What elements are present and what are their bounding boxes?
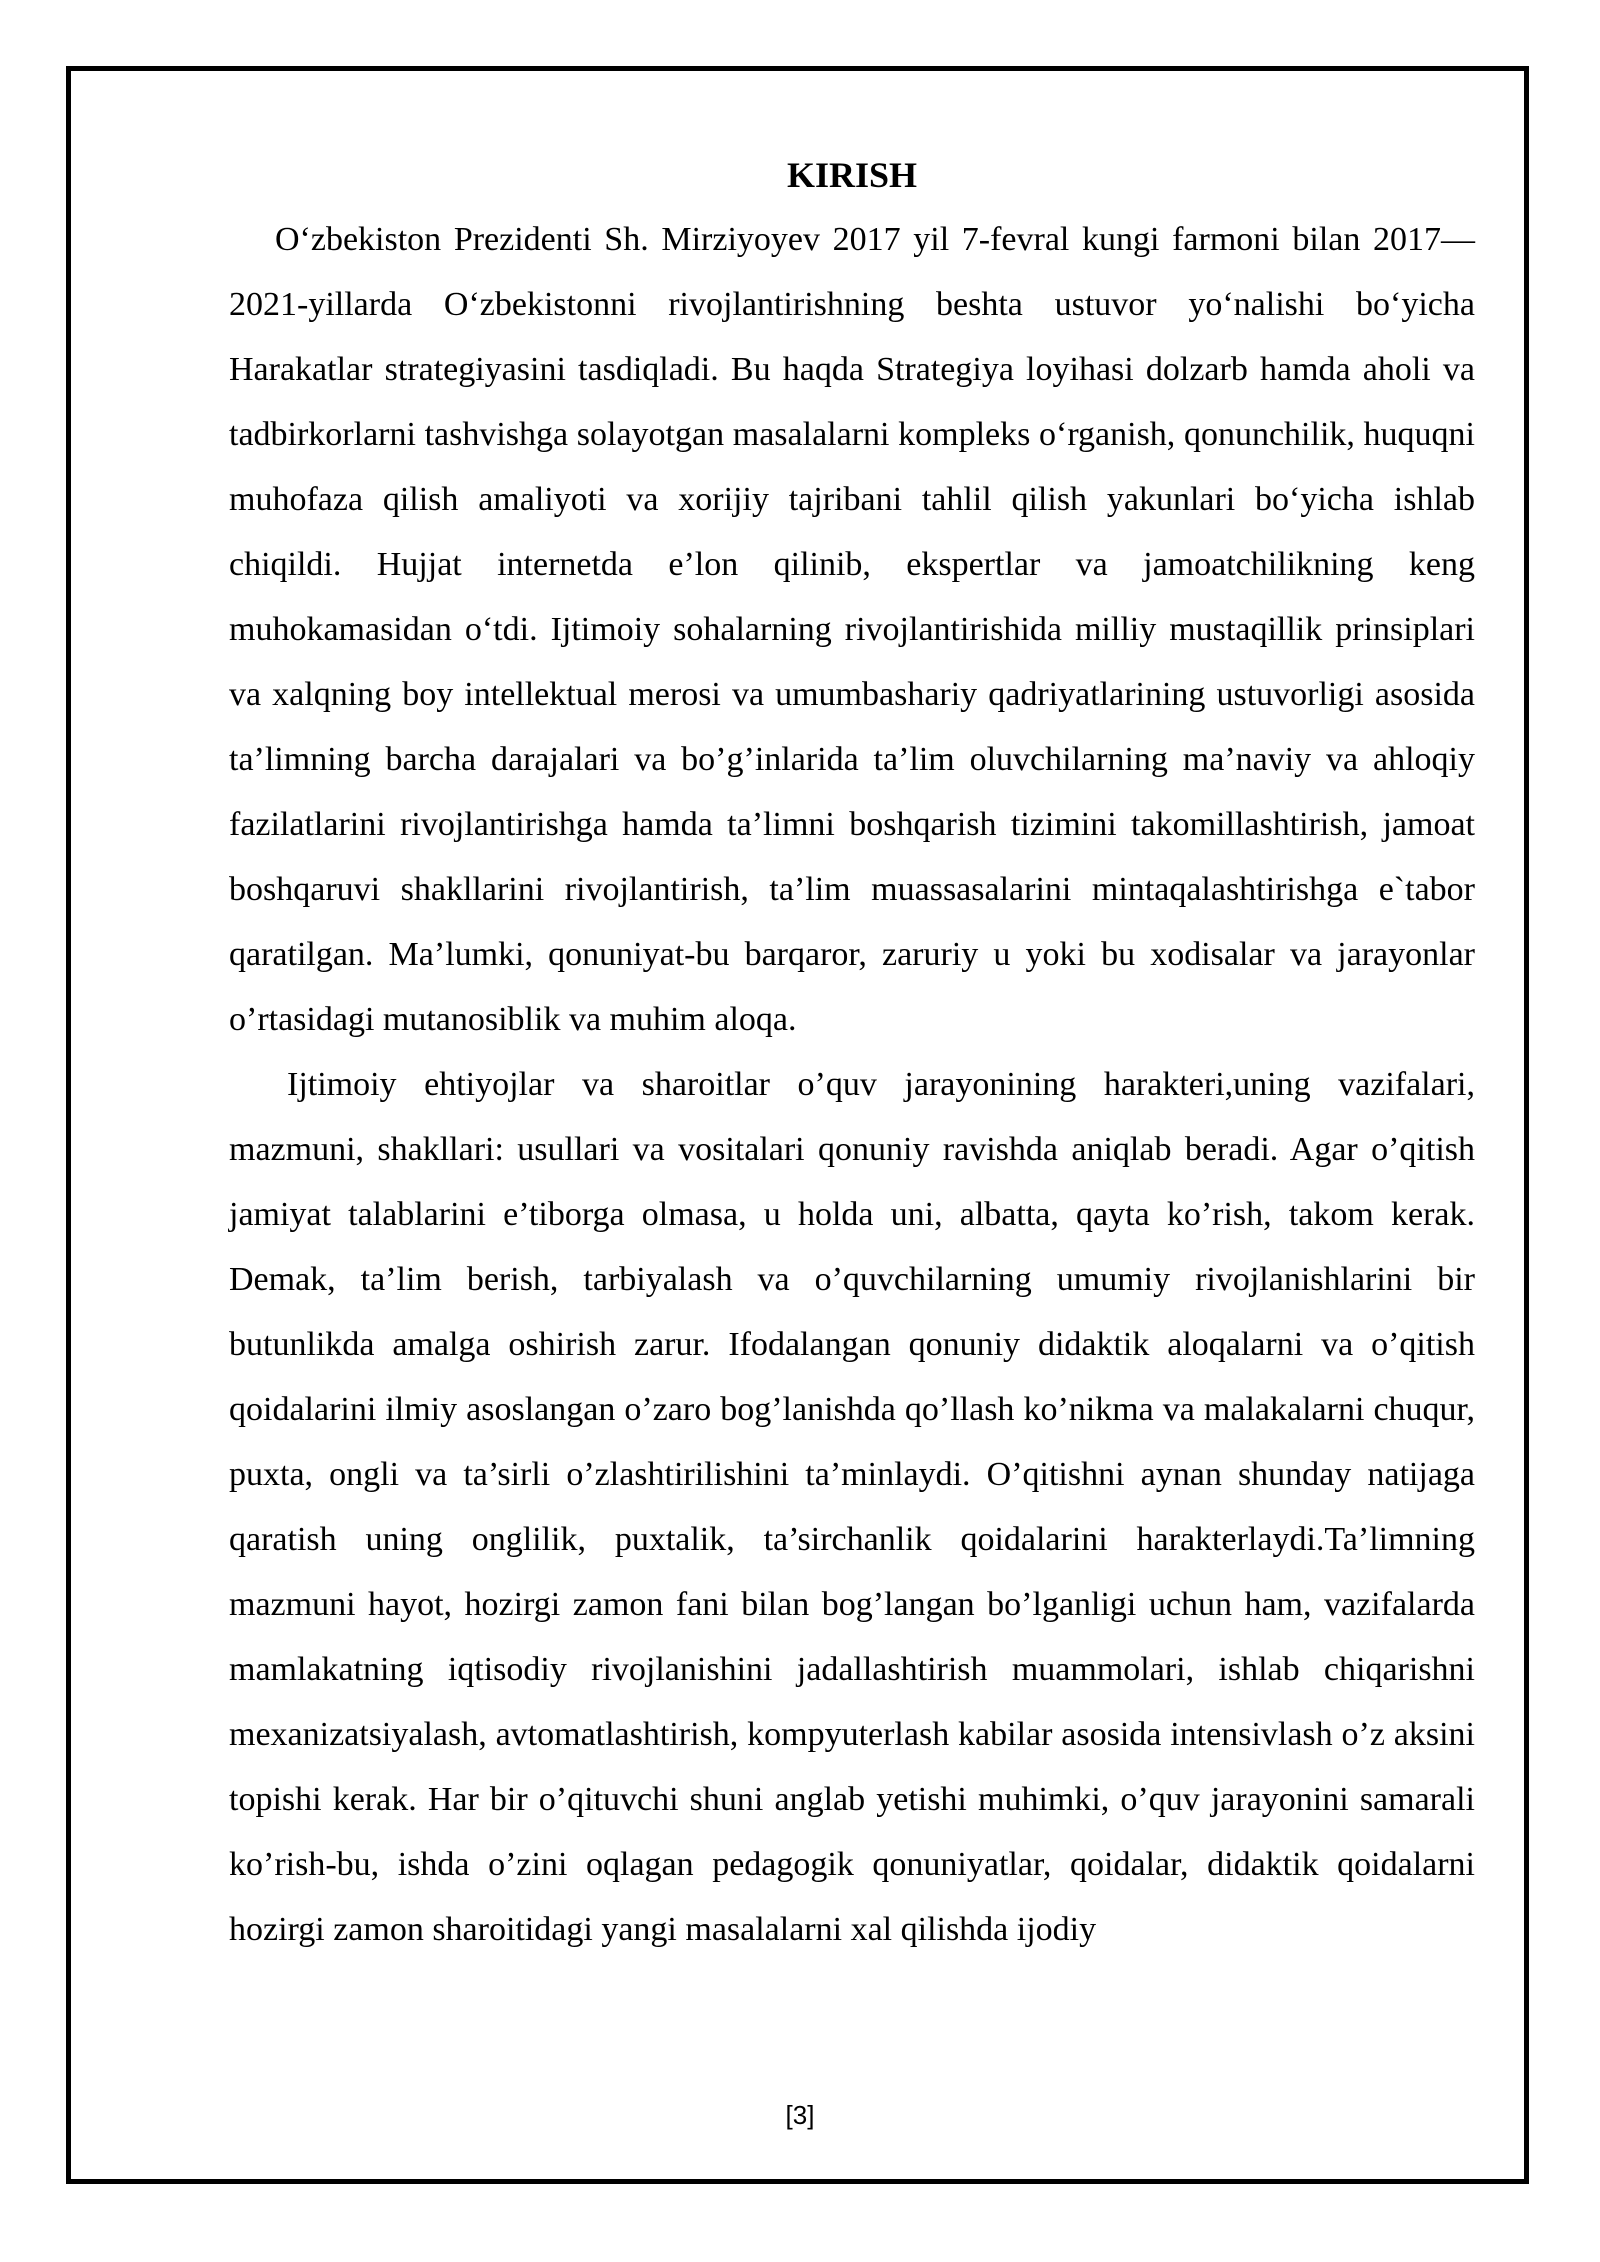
page-title: KIRISH <box>786 155 918 195</box>
paragraph-1: O‘zbekiston Prezidenti Sh. Mirziyoyev 2017 yil 7-fevral kungi farmoni bilan 2017—2021-yillarda O‘zbekistonni rivojlantirishning beshta ustuvor yo‘nalishi bo‘yicha Harakatlar strategiyasini tasdiqladi. Bu haqda Strategiya loyihasi dolzarb hamda aholi va tadbirkorlarni tashvishga solayotgan masalalarni kompleks o‘rganish, qonunchilik, huquqni muhofaza qilish amaliyoti va xorijiy tajribani tahlil qilish yakunlari bo‘yicha ishlab chiqildi. Hujjat internetda e’lon qilinib, ekspertlar va jamoatchilikning keng muhokamasidan o‘tdi. Ijtimoiy sohalarning rivojlantirishida milliy mustaqillik prinsiplari va xalqning boy intellektual merosi va umumbashariy qadriyatlarining ustuvorligi asosida ta’limning barcha darajalari va bo’g’inlarida ta’lim oluvchilarning ma’naviy va ahloqiy fazilatlarini rivojlantirishga hamda ta’limni boshqarish tizimini takomillashtirish, jamoat boshqaruvi shakllarini rivojlantirish, ta’lim muassasalarini mintaqalashtirishga e`tabor qaratilgan. Ma’lumki, qonuniyat-bu barqaror, zaruriy u yoki bu xodisalar va jarayonlar o’rtasidagi mutanosiblik va muhim aloqa. <box>229 221 1475 1038</box>
paragraph-2: Ijtimoiy ehtiyojlar va sharoitlar o’quv jarayonining harakteri,uning vazifalari, mazmuni, shakllari: usullari va vositalari qonuniy ravishda aniqlab beradi. Agar o’qitish jamiyat talablarini e’tiborga olmasa, u holda uni, albatta, qayta ko’rish, takom kerak. Demak, ta’lim berish, tarbiyalash va o’quvchilarning umumiy rivojlanishlarini bir butunlikda amalga oshirish zarur. Ifodalangan qonuniy didaktik aloqalarni va o’qitish qoidalarini ilmiy asoslangan o’zaro bog’lanishda qo’llash ko’nikma va malakalarni chuqur, puxta, ongli va ta’sirli o’zlashtirilishini ta’minlaydi. O’qitishni aynan shunday natijaga qaratish uning onglilik, puxtalik, ta’sirchanlik qoidalarini harakterlaydi.Ta’limning mazmuni hayot, hozirgi zamon fani bilan bog’langan bo’lganligi uchun ham, vazifalarda mamlakatning iqtisodiy rivojlanishini jadallashtirish muammolari, ishlab chiqarishni mexanizatsiyalash, avtomatlashtirish, kompyuterlash kabilar asosida intensivlash o’z aksini topishi kerak. Har bir o’qituvchi shuni anglab yetishi muhimki, o’quv jarayonini samarali ko’rish-bu, ishda o’zini oqlagan pedagogik qonuniyatlar, qoidalar, didaktik qoidalarni hozirgi zamon sharoitidagi yangi masalalarni xal qilishda ijodiy <box>229 1066 1475 1948</box>
page-number: [3] <box>785 2100 815 2130</box>
document-body <box>229 145 1475 1962</box>
